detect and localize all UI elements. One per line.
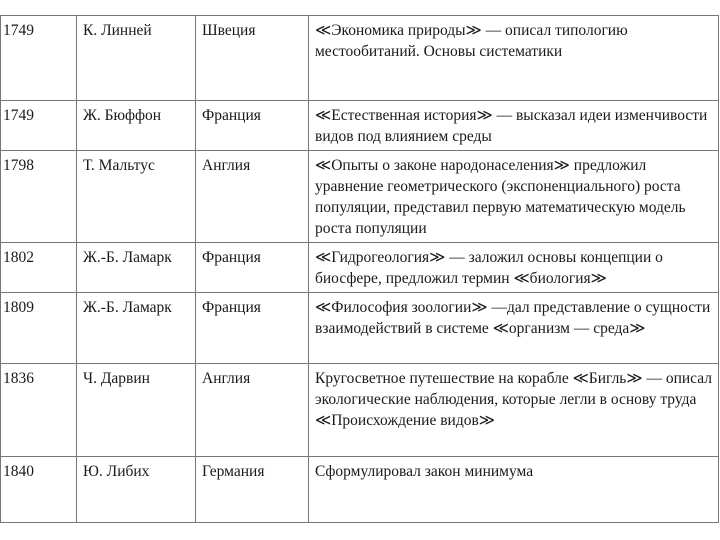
year-cell: 1840 — [1, 457, 77, 523]
table-row — [1, 151, 719, 243]
author-cell: Ж.-Б. Ламарк — [77, 293, 196, 364]
table-row — [1, 293, 719, 364]
year-cell: 1798 — [1, 151, 77, 243]
country-cell: Англия — [196, 364, 309, 457]
description-cell: Кругосветное путешествие на корабле ≪Бигль≫ — описал экологические наблюдения, которые легли в основу труда ≪Происхождение видов≫ — [309, 364, 719, 457]
description-cell: ≪Гидрогеология≫ — заложил основы концепции о биосфере, предложил термин ≪биология≫ — [309, 243, 719, 293]
description-cell: ≪Философия зоологии≫ —дал представление о сущности взаимодействий в системе ≪организм — среда≫ — [309, 293, 719, 364]
country-cell: Швеция — [196, 16, 309, 101]
description-cell: ≪Естественная история≫ — высказал идеи изменчивости видов под влиянием среды — [309, 101, 719, 151]
table-row — [1, 101, 719, 151]
table-row — [1, 16, 719, 101]
author-cell: Ж.-Б. Ламарк — [77, 243, 196, 293]
table-row — [1, 243, 719, 293]
country-cell: Англия — [196, 151, 309, 243]
author-cell: Ж. Бюффон — [77, 101, 196, 151]
table-row — [1, 457, 719, 523]
country-cell: Франция — [196, 243, 309, 293]
author-cell: Т. Мальтус — [77, 151, 196, 243]
country-cell: Германия — [196, 457, 309, 523]
country-cell: Франция — [196, 293, 309, 364]
author-cell: К. Линней — [77, 16, 196, 101]
year-cell: 1749 — [1, 16, 77, 101]
year-cell: 1802 — [1, 243, 77, 293]
author-cell: Ю. Либих — [77, 457, 196, 523]
author-cell: Ч. Дарвин — [77, 364, 196, 457]
year-cell: 1749 — [1, 101, 77, 151]
year-cell: 1809 — [1, 293, 77, 364]
description-cell: ≪Экономика природы≫ — описал типологию местообитаний. Основы систематики — [309, 16, 719, 101]
history-table — [0, 15, 719, 523]
country-cell: Франция — [196, 101, 309, 151]
description-cell: ≪Опыты о законе народонаселения≫ предложил уравнение геометрического (экспоненциального) роста популяции, представил первую математическую модель роста популяции — [309, 151, 719, 243]
description-cell: Сформулировал закон минимума — [309, 457, 719, 523]
year-cell: 1836 — [1, 364, 77, 457]
table-row — [1, 364, 719, 457]
